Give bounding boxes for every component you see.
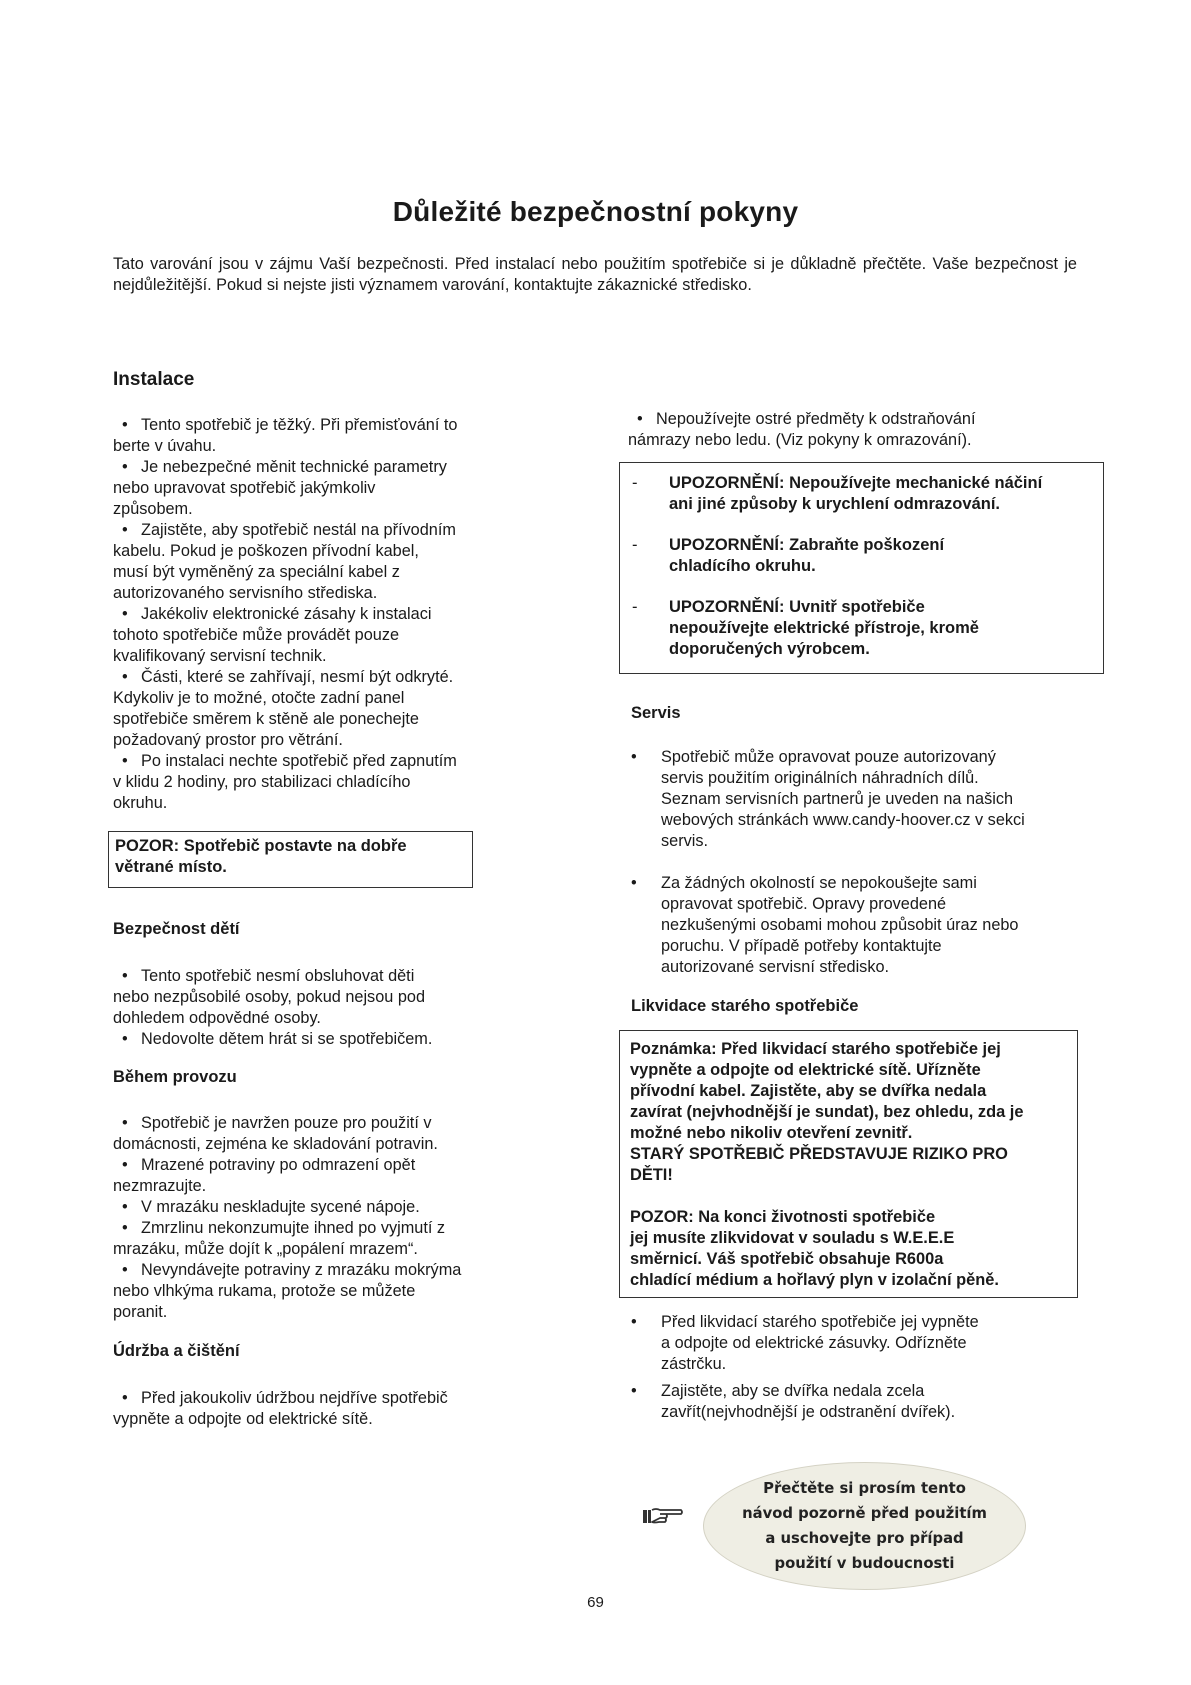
heading-udrzba: Údržba a čištění (113, 1342, 240, 1360)
list-item-line: Jakékoliv elektronické zásahy k instalaci (141, 605, 432, 623)
bullet-icon: • (122, 1219, 128, 1237)
list-item (113, 1155, 513, 1197)
bullet-icon: • (122, 1156, 128, 1174)
list-item-line: autorizované servisní středisko. (661, 958, 890, 976)
list-item-line: Spotřebič je navržen pouze pro použití v (141, 1114, 432, 1132)
box-line: vypněte a odpojte od elektrické sítě. Uřízněte (630, 1061, 981, 1079)
list-item-line: v klidu 2 hodiny, pro stabilizaci chladícího (113, 773, 411, 791)
list-item-line: mrazáku, může dojít k „popálení mrazem“. (113, 1240, 418, 1258)
list-item-line: okruhu. (113, 794, 168, 812)
list-item-line: Zmrzlinu nekonzumujte ihned po vyjmutí z (141, 1219, 446, 1237)
list-item-line: domácnosti, zejména ke skladování potravin. (113, 1135, 438, 1153)
pozor-line: POZOR: Spotřebič postavte na dobře (115, 837, 407, 855)
warning-line: UPOZORNĚNÍ: Nepoužívejte mechanické náčiní (669, 474, 1043, 492)
bullet-icon: • (122, 1030, 128, 1048)
list-item-line: Spotřebič může opravovat pouze autorizovaný (661, 748, 996, 766)
list-item-line: Kdykoliv je to možné, otočte zadní panel (113, 689, 405, 707)
likvidace-pozor (630, 1207, 1067, 1291)
servis-list (631, 747, 1091, 999)
bullet-icon: • (631, 1313, 637, 1331)
pozor-box (108, 831, 473, 888)
note-line: a uschovejte pro případ (765, 1530, 964, 1547)
heading-bezpecnost-deti: Bezpečnost dětí (113, 920, 240, 938)
note-line: Přečtěte si prosím tento (763, 1480, 966, 1497)
box-line: směrnicí. Váš spotřebič obsahuje R600a (630, 1250, 944, 1268)
list-item-line: Tento spotřebič nesmí obsluhovat děti (141, 967, 415, 985)
bullet-icon: • (122, 1261, 128, 1279)
list-item-line: zavřít(nejvhodnější je odstranění dvířek). (661, 1403, 956, 1421)
intro-paragraph: Tato varování jsou v zájmu Vaší bezpečnosti. Před instalací nebo použitím spotřebiče si je důkladně přečtěte. Vaše bezpečnost je nejdůležitější. Pokud si nejste jisti významem varování, kontaktujte zákaznické středisko. (113, 255, 1077, 294)
bullet-icon: • (122, 1114, 128, 1132)
list-item (631, 873, 1091, 978)
list-item (113, 415, 503, 457)
warning-box (619, 462, 1104, 674)
box-line: Poznámka: Před likvidací starého spotřebiče jej (630, 1040, 1001, 1058)
udrzba-list (113, 1388, 513, 1430)
list-item-line: Zajistěte, aby se dvířka nedala zcela (661, 1382, 925, 1400)
note-line: použití v budoucnosti (774, 1555, 955, 1572)
deti-list (113, 966, 503, 1050)
list-item (113, 604, 503, 667)
bullet-icon: • (637, 410, 643, 428)
list-item (113, 1218, 513, 1260)
list-item-line: spotřebiče směrem k stěně ale ponechejte (113, 710, 419, 728)
dash-icon: - (632, 536, 638, 554)
list-item-line: Seznam servisních partnerů je uveden na našich (661, 790, 1014, 808)
list-item (631, 1381, 1081, 1423)
list-item-line: a odpojte od elektrické zásuvky. Odřízněte (661, 1334, 967, 1352)
list-item-line: Zajistěte, aby spotřebič nestál na přívodním (141, 521, 456, 539)
list-item-line: Tento spotřebič je těžký. Při přemisťování to (141, 416, 458, 434)
list-item-line: nebo vlhkýma rukama, protože se můžete (113, 1282, 416, 1300)
list-item-line: nebo nezpůsobilé osoby, pokud nejsou pod (113, 988, 425, 1006)
instalace-list (113, 415, 503, 814)
list-item (113, 520, 503, 604)
list-item-line: webových stránkách www.candy-hoover.cz v sekci (661, 811, 1025, 829)
list-item-line: servis. (661, 832, 709, 850)
list-item-line: V mrazáku neskladujte sycené nápoje. (141, 1198, 420, 1216)
page-number: 69 (587, 1594, 604, 1611)
list-item-line: Za žádných okolností se nepokoušejte sami (661, 874, 977, 892)
warning-item (632, 473, 1089, 515)
list-item-line: způsobem. (113, 500, 193, 518)
pointing-hand-icon (642, 1504, 684, 1533)
list-item (113, 1388, 513, 1430)
list-item (113, 457, 503, 520)
list-item-line: Části, které se zahřívají, nesmí být odkryté. (141, 668, 454, 686)
list-item-line: poranit. (113, 1303, 168, 1321)
list-item-line: zástrčku. (661, 1355, 727, 1373)
pozor-line: větrané místo. (115, 858, 227, 876)
bullet-icon: • (122, 521, 128, 539)
list-item-line: kvalifikovaný servisní technik. (113, 647, 327, 665)
heading-servis: Servis (631, 704, 681, 722)
list-item-line: autorizovaného servisního střediska. (113, 584, 378, 602)
box-line: POZOR: Na konci životnosti spotřebiče (630, 1208, 936, 1226)
note-line: návod pozorně před použitím (742, 1505, 987, 1522)
likvidace-list (631, 1312, 1081, 1429)
list-item-line: Nevyndávejte potraviny z mrazáku mokrýma (141, 1261, 462, 1279)
bullet-icon: • (631, 874, 637, 892)
warning-item (632, 597, 1089, 660)
box-line: DĚTI! (630, 1166, 673, 1184)
list-item-line: vypněte a odpojte od elektrické sítě. (113, 1410, 373, 1428)
bullet-icon: • (122, 458, 128, 476)
list-item-line: poruchu. V případě potřeby kontaktujte (661, 937, 942, 955)
list-item-line: Nepoužívejte ostré předměty k odstraňování (656, 410, 976, 428)
list-item (113, 1197, 513, 1218)
list-item (628, 409, 1088, 451)
dash-icon: - (632, 598, 638, 616)
warning-line: UPOZORNĚNÍ: Uvnitř spotřebiče (669, 598, 925, 616)
provoz-list (113, 1113, 513, 1323)
bullet-icon: • (122, 1389, 128, 1407)
warning-line: nepoužívejte elektrické přístroje, kromě (669, 619, 979, 637)
bullet-icon: • (631, 1382, 637, 1400)
bullet-icon: • (122, 416, 128, 434)
bullet-icon: • (122, 967, 128, 985)
list-item-line: tohoto spotřebiče může provádět pouze (113, 626, 400, 644)
warning-item (632, 535, 1089, 577)
box-line: chladící médium a hořlavý plyn v izolační pěně. (630, 1271, 999, 1289)
dash-icon: - (632, 474, 638, 492)
defrost-bullet (628, 409, 1088, 451)
list-item-line: musí být vyměněný za speciální kabel z (113, 563, 400, 581)
heading-behem-provozu: Během provozu (113, 1068, 237, 1086)
list-item (113, 1260, 513, 1323)
likvidace-box (619, 1030, 1078, 1298)
bullet-icon: • (631, 748, 637, 766)
list-item-line: Je nebezpečné měnit technické parametry (141, 458, 447, 476)
list-item-line: Nedovolte dětem hrát si se spotřebičem. (141, 1030, 433, 1048)
list-item-line: námrazy nebo ledu. (Viz pokyny k omrazování). (628, 431, 972, 449)
list-item (113, 966, 503, 1029)
list-item-line: kabelu. Pokud je poškozen přívodní kabel, (113, 542, 419, 560)
note-bubble (703, 1462, 1026, 1590)
list-item-line: nezmrazujte. (113, 1177, 207, 1195)
list-item-line: Před likvidací starého spotřebiče jej vypněte (661, 1313, 979, 1331)
bullet-icon: • (122, 1198, 128, 1216)
list-item-line: požadovaný prostor pro větrání. (113, 731, 343, 749)
list-item-line: Před jakoukoliv údržbou nejdříve spotřebič (141, 1389, 448, 1407)
list-item (113, 751, 503, 814)
bullet-icon: • (122, 668, 128, 686)
box-line: přívodní kabel. Zajistěte, aby se dvířka nedala (630, 1082, 987, 1100)
list-item-line: servis použitím originálních náhradních dílů. (661, 769, 979, 787)
likvidace-note (630, 1039, 1067, 1186)
warning-line: UPOZORNĚNÍ: Zabraňte poškození (669, 536, 945, 554)
list-item (113, 1113, 513, 1155)
list-item-line: opravovat spotřebič. Opravy provedené (661, 895, 947, 913)
heading-likvidace: Likvidace starého spotřebiče (631, 997, 859, 1015)
list-item-line: nezkušenými osobami mohou způsobit úraz nebo (661, 916, 1019, 934)
list-item-line: berte v úvahu. (113, 437, 217, 455)
box-line: STARÝ SPOTŘEBIČ PŘEDSTAVUJE RIZIKO PRO (630, 1145, 1008, 1163)
box-line: jej musíte zlikvidovat v souladu s W.E.E.E (630, 1229, 955, 1247)
list-item (631, 747, 1091, 852)
list-item (631, 1312, 1081, 1375)
list-item-line: dohledem odpovědné osoby. (113, 1009, 321, 1027)
list-item-line: nebo upravovat spotřebič jakýmkoliv (113, 479, 376, 497)
list-item (113, 667, 503, 751)
warning-line: chladícího okruhu. (669, 557, 816, 575)
box-line: možné nebo nikoliv otevření zevnitř. (630, 1124, 913, 1142)
bullet-icon: • (122, 605, 128, 623)
warning-line: doporučených výrobcem. (669, 640, 870, 658)
box-line: zavírat (nejvhodnější je sundat), bez ohledu, zda je (630, 1103, 1024, 1121)
list-item-line: Mrazené potraviny po odmrazení opět (141, 1156, 416, 1174)
bullet-icon: • (122, 752, 128, 770)
warning-line: ani jiné způsoby k urychlení odmrazování. (669, 495, 1000, 513)
heading-instalace: Instalace (113, 369, 195, 390)
list-item (113, 1029, 503, 1050)
list-item-line: Po instalaci nechte spotřebič před zapnutím (141, 752, 457, 770)
page-title: Důležité bezpečnostní pokyny (392, 196, 799, 227)
